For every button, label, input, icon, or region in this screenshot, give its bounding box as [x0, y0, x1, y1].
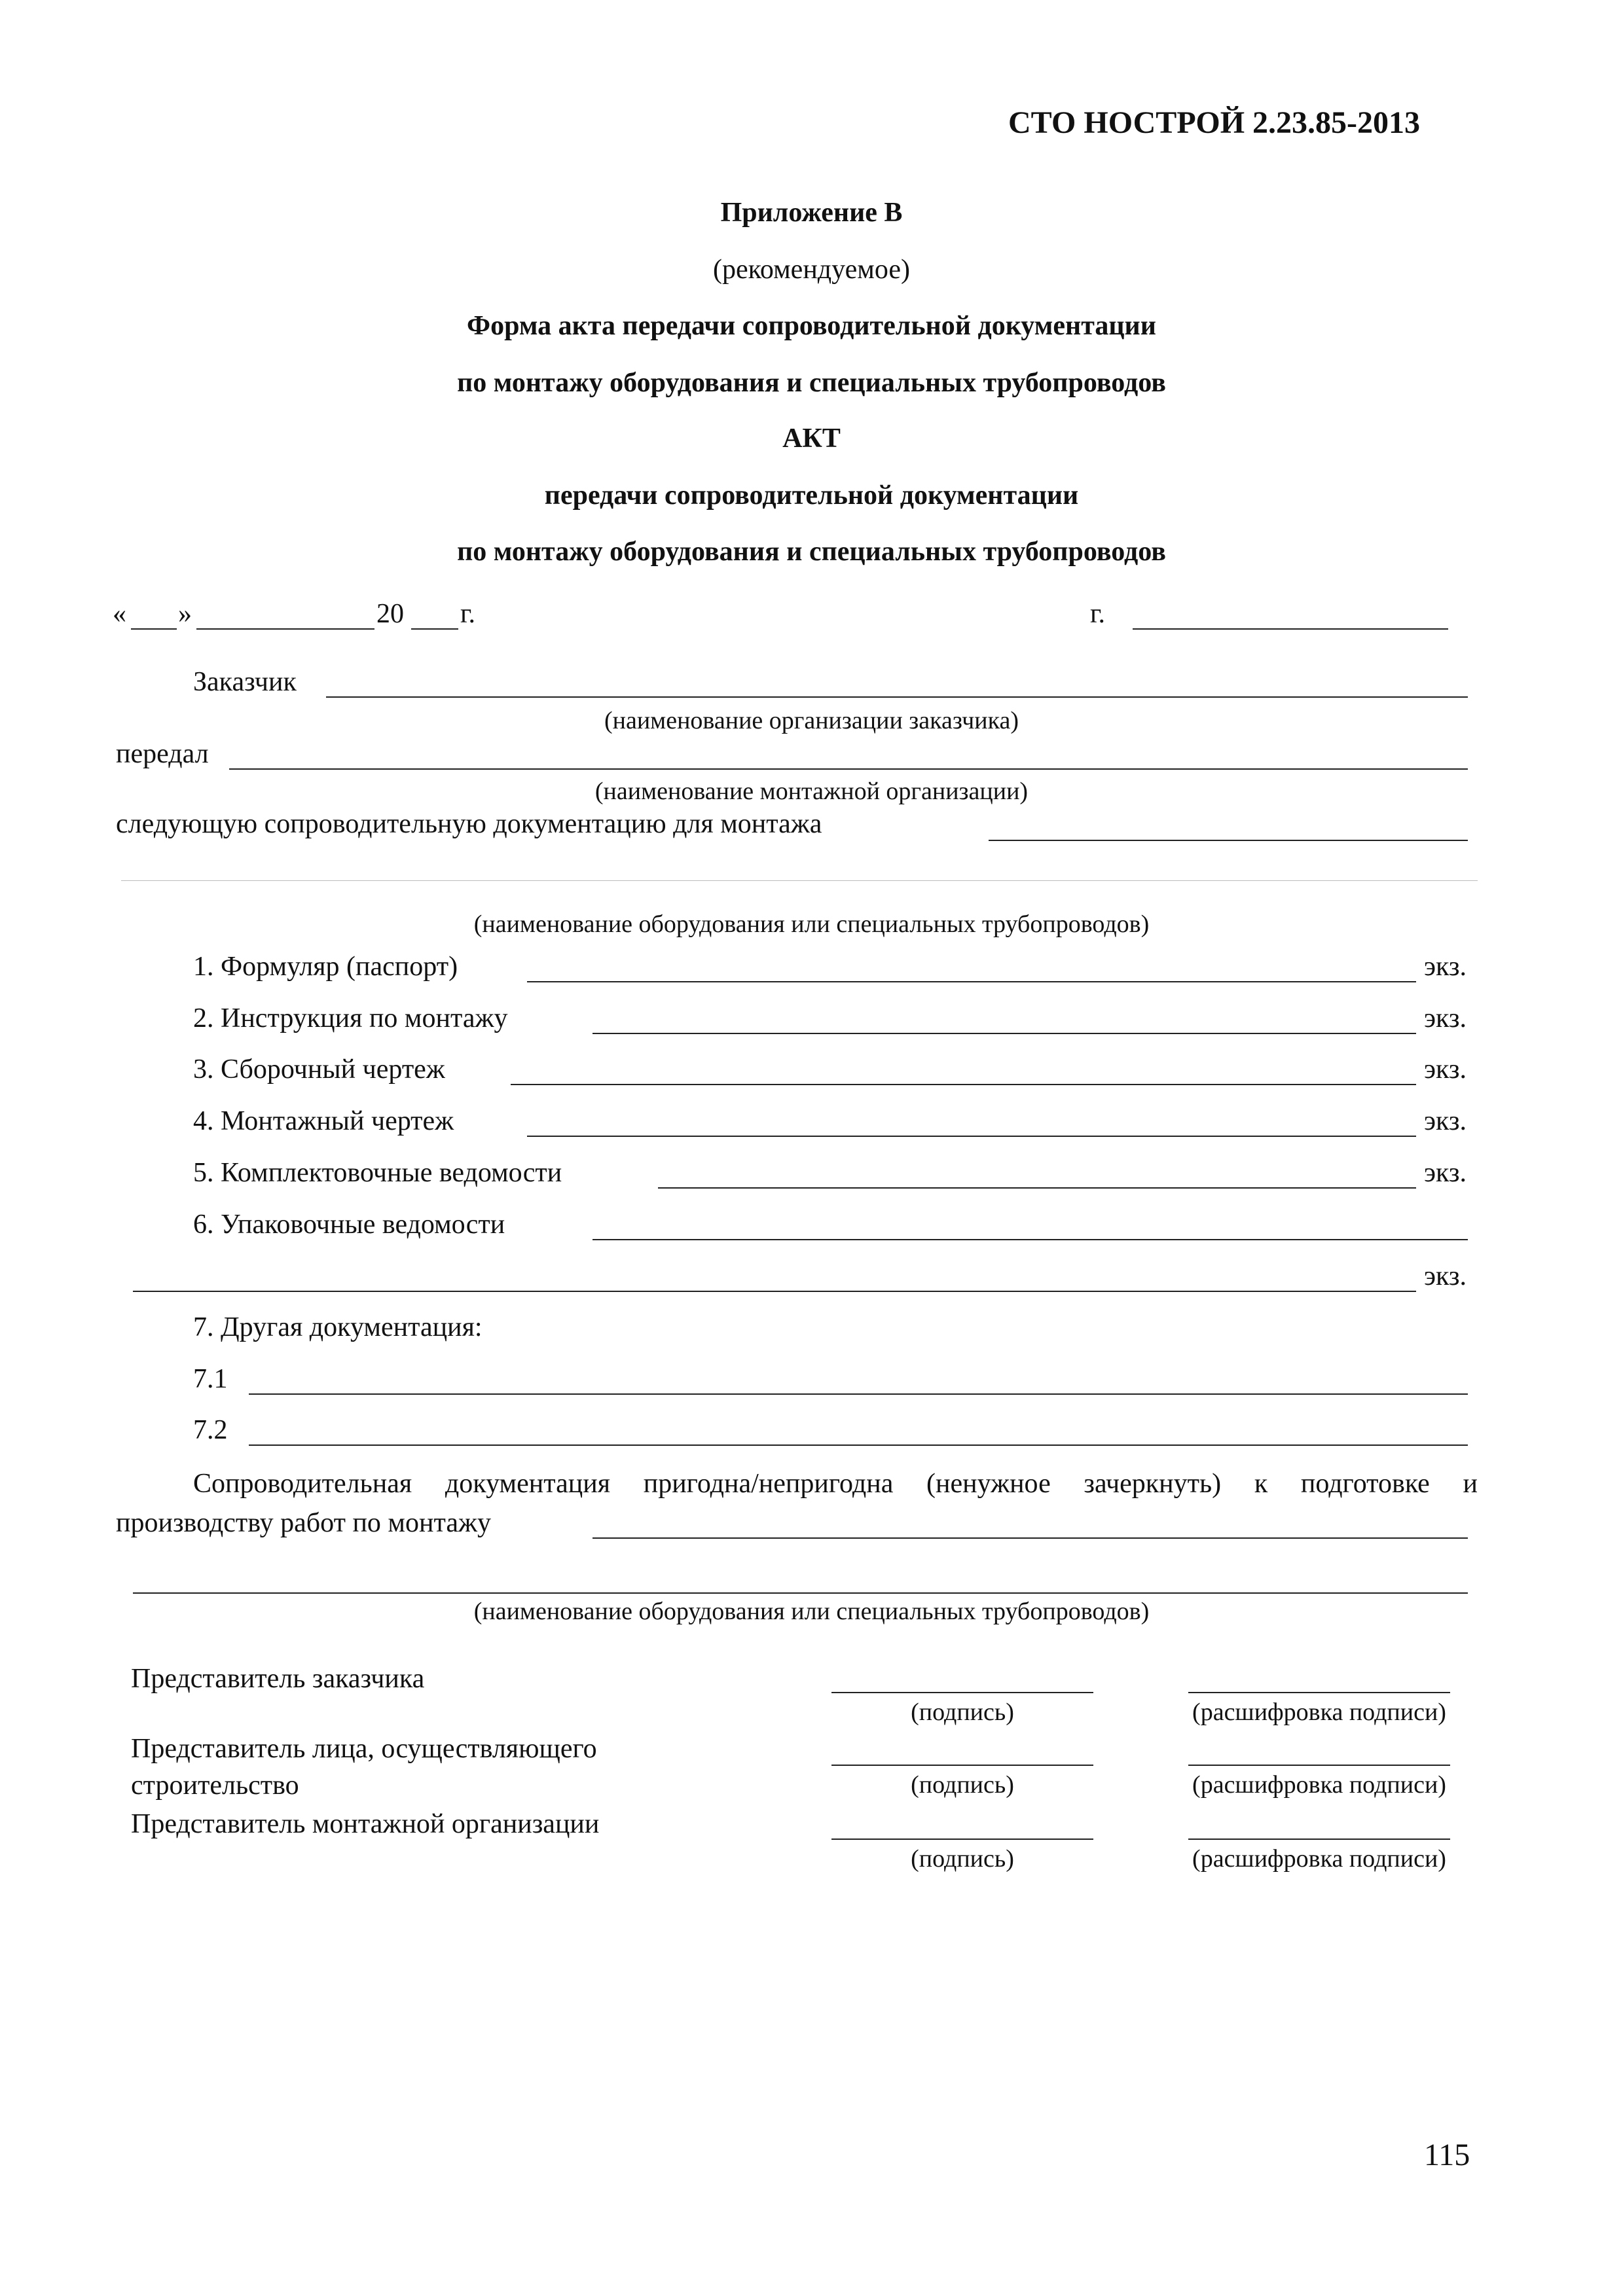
customer-label: Заказчик [193, 667, 297, 697]
conclusion-field-continuation[interactable] [133, 1592, 1468, 1594]
item-1-field[interactable] [527, 981, 1416, 982]
item-1-label: 1. Формуляр (паспорт) [193, 952, 458, 982]
following-docs-label: следующую сопроводительную документацию для монтажа [116, 809, 822, 839]
equipment-field[interactable] [989, 840, 1468, 841]
customer-rep-signature-field[interactable] [831, 1692, 1093, 1693]
installer-rep-sign-hint: (подпись) [911, 1845, 1014, 1873]
month-blank[interactable] [196, 628, 374, 630]
installer-rep-label: Представитель монтажной организации [131, 1809, 600, 1839]
item-4-field[interactable] [527, 1136, 1416, 1137]
installer-rep-decode-field[interactable] [1188, 1839, 1450, 1840]
item-4-label: 4. Монтажный чертеж [193, 1106, 454, 1136]
other-doc-7-1-field[interactable] [249, 1393, 1468, 1395]
date-close-quote: » [178, 599, 192, 629]
other-doc-7-2-field[interactable] [249, 1444, 1468, 1446]
item-2-label: 2. Инструкция по монтажу [193, 1003, 508, 1033]
date-open-quote: « [113, 599, 126, 629]
year-blank[interactable] [411, 628, 458, 630]
city-blank[interactable] [1133, 628, 1448, 630]
item-2-field[interactable] [593, 1033, 1416, 1034]
city-prefix: г. [1090, 599, 1105, 629]
act-heading: АКТ [782, 423, 841, 454]
page-number: 115 [1424, 2138, 1470, 2172]
equipment-field-continuation[interactable] [121, 880, 1478, 881]
item-3-field[interactable] [511, 1084, 1416, 1085]
other-doc-7-2-label: 7.2 [193, 1415, 228, 1445]
builder-rep-sign-hint: (подпись) [911, 1771, 1014, 1799]
builder-rep-signature-field[interactable] [831, 1765, 1093, 1766]
customer-hint: (наименование организации заказчика) [604, 707, 1019, 734]
transferred-label: передал [116, 739, 209, 769]
conclusion-line-1: Сопроводительная документация пригодна/непригодна (ненужное зачеркнуть) к подготовке и [193, 1469, 1478, 1499]
act-title-line-2: по монтажу оборудования и специальных трубопроводов [457, 537, 1166, 567]
other-docs-label: 7. Другая документация: [193, 1312, 483, 1342]
builder-rep-label-line-1: Представитель лица, осуществляющего [131, 1734, 597, 1764]
item-2-unit: экз. [1424, 1003, 1467, 1033]
item-5-unit: экз. [1424, 1158, 1467, 1188]
conclusion-hint: (наименование оборудования или специальных трубопроводов) [473, 1598, 1150, 1625]
installer-field[interactable] [229, 768, 1468, 770]
form-title-line-1: Форма акта передачи сопроводительной документации [467, 311, 1156, 341]
conclusion-line-2: производству работ по монтажу [116, 1508, 492, 1538]
item-5-label: 5. Комплектовочные ведомости [193, 1158, 562, 1188]
item-3-label: 3. Сборочный чертеж [193, 1054, 445, 1085]
act-title-line-1: передачи сопроводительной документации [544, 480, 1079, 511]
customer-field[interactable] [326, 696, 1468, 698]
item-6-field-continuation[interactable] [133, 1291, 1416, 1292]
customer-rep-sign-hint: (подпись) [911, 1698, 1014, 1726]
installer-rep-decode-hint: (расшифровка подписи) [1192, 1845, 1446, 1873]
builder-rep-decode-field[interactable] [1188, 1765, 1450, 1766]
item-3-unit: экз. [1424, 1054, 1467, 1085]
item-6-label: 6. Упаковочные ведомости [193, 1210, 505, 1240]
installer-rep-signature-field[interactable] [831, 1839, 1093, 1840]
day-blank[interactable] [131, 628, 177, 630]
following-docs-hint: (наименование оборудования или специальных трубопроводов) [473, 910, 1150, 938]
year-suffix: г. [460, 599, 475, 629]
transferred-hint: (наименование монтажной организации) [594, 778, 1029, 805]
builder-rep-decode-hint: (расшифровка подписи) [1192, 1771, 1446, 1799]
item-6-unit: экз. [1424, 1261, 1467, 1291]
appendix-title: Приложение В [720, 198, 903, 228]
customer-rep-decode-hint: (расшифровка подписи) [1192, 1698, 1446, 1726]
form-title-line-2: по монтажу оборудования и специальных трубопроводов [457, 368, 1166, 398]
standard-code: СТО НОСТРОЙ 2.23.85-2013 [1008, 105, 1421, 140]
builder-rep-label-line-2: строительство [131, 1770, 299, 1801]
conclusion-field[interactable] [593, 1537, 1468, 1539]
year-prefix: 20 [376, 599, 404, 629]
item-5-field[interactable] [658, 1187, 1416, 1189]
item-6-field[interactable] [593, 1239, 1468, 1240]
recommended-note: (рекомендуемое) [713, 255, 910, 285]
customer-rep-decode-field[interactable] [1188, 1692, 1450, 1693]
item-4-unit: экз. [1424, 1106, 1467, 1136]
customer-rep-label: Представитель заказчика [131, 1664, 425, 1694]
item-1-unit: экз. [1424, 952, 1467, 982]
other-doc-7-1-label: 7.1 [193, 1364, 228, 1394]
